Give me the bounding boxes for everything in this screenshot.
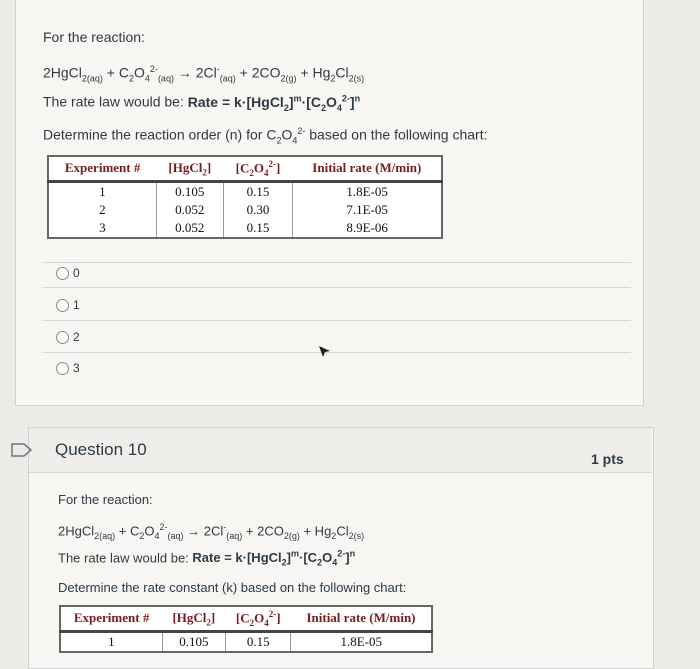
col-header-c2o4: $[C_2O_4^{2-}]$ [223, 156, 292, 181]
q9-equation: 2HgCl$_{2(aq)}$ + $C_2O_4^{2-}_{(aq)} \to 2Cl^-_{(aq)} + 2CO_{2(g)} + Hg_2Cl_{2(s)}$ [43, 64, 365, 84]
col-header-experiment: Experiment # [48, 156, 156, 181]
table-row: 1 0.105 0.15 1.8E-05 [60, 631, 432, 652]
option-2-radio[interactable] [56, 331, 69, 344]
option-3-label[interactable]: 3 [73, 361, 80, 375]
q9-instruction: Determine the reaction order (n) for $C_2O_4^{2-}$ based on the following chart: [43, 126, 488, 146]
option-0-radio[interactable] [56, 267, 69, 280]
option-3-radio[interactable] [56, 362, 69, 375]
q10-data-table [59, 605, 433, 653]
q9-data-table [47, 155, 443, 239]
divider [43, 262, 631, 263]
question-10-title: Question 10 [55, 440, 147, 459]
table-row: 1 0.105 0.15 1.8E-05 [48, 181, 442, 201]
option-0-label[interactable]: 0 [73, 266, 80, 280]
q10-rate-law: The rate law would be: Rate = $k\cdot[HgCl_2]^m\cdot[C_2O_4^{2-}]^n$ [58, 549, 356, 568]
q10-intro: For the reaction: [58, 492, 153, 507]
option-2-label[interactable]: 2 [73, 330, 80, 344]
col-header-c2o4: $[C_2O_4^{2-}]$ [226, 606, 291, 631]
bookmark-flag-icon[interactable] [11, 443, 33, 457]
q9-rate-law: The rate law would be: Rate = $k\cdot[HgCl_2]^m\cdot[C_2O_4^{2-}]^n$ [43, 93, 361, 113]
divider [43, 320, 631, 321]
option-1-label[interactable]: 1 [73, 298, 80, 312]
col-header-hgcl2: [HgCl$_2$] [156, 156, 223, 181]
divider [43, 352, 631, 353]
option-1-radio[interactable] [56, 299, 69, 312]
col-header-hgcl2: [HgCl$_2$] [162, 606, 225, 631]
table-row: 2 0.052 0.30 7.1E-05 [48, 201, 442, 219]
q10-equation: 2HgCl$_{2(aq)}$ + $C_2O_4^{2-}_{(aq)} \to 2Cl^-_{(aq)} + 2CO_{2(g)} + Hg_2Cl_{2(s)}$ [58, 522, 365, 541]
question-10-points: 1 pts [591, 451, 624, 467]
table-row: 3 0.052 0.15 8.9E-06 [48, 219, 442, 238]
mouse-cursor-icon [318, 345, 332, 359]
col-header-experiment: Experiment # [60, 606, 162, 631]
q10-instruction: Determine the rate constant (k) based on the following chart: [58, 580, 407, 595]
col-header-rate: Initial rate (M/min) [293, 156, 442, 181]
col-header-rate: Initial rate (M/min) [291, 606, 432, 631]
q9-intro: For the reaction: [43, 29, 145, 45]
divider [43, 287, 631, 288]
